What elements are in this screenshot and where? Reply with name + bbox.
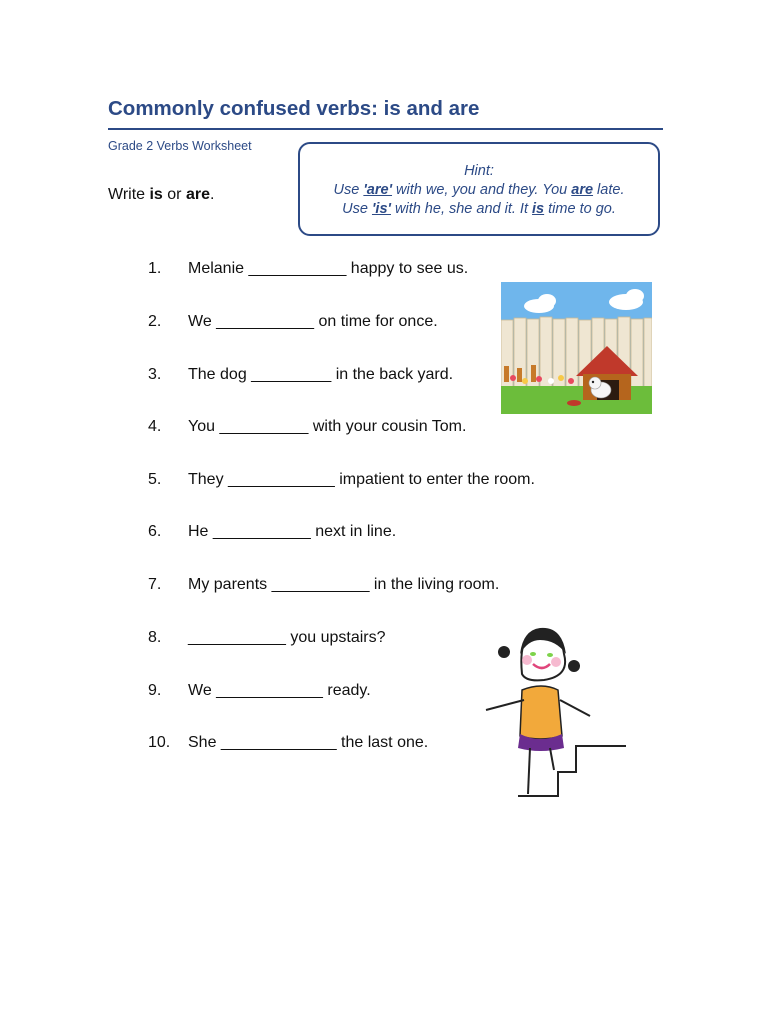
hint-heading: Hint: — [464, 163, 494, 179]
question-number: 2. — [148, 313, 162, 330]
instructions-is: is — [149, 186, 163, 203]
question-item — [148, 260, 468, 278]
hint-text: time to go. — [544, 201, 616, 217]
hint-text: with he, she and it. It — [390, 201, 533, 217]
question-item — [148, 576, 499, 594]
question-number: 8. — [148, 629, 162, 646]
question-number: 1. — [148, 260, 162, 277]
backyard-dog-illustration — [501, 282, 652, 414]
question-text: My parents ___________ in the living room. — [188, 576, 500, 593]
question-text: He ___________ next in line. — [188, 523, 397, 540]
hint-line-is — [300, 200, 658, 219]
instructions-text: or — [162, 186, 186, 203]
worksheet-subtitle: Grade 2 Verbs Worksheet — [108, 139, 252, 153]
question-number: 6. — [148, 523, 162, 540]
question-number: 5. — [148, 471, 162, 488]
question-item — [148, 471, 535, 489]
question-item — [148, 682, 371, 700]
question-text: ___________ you upstairs? — [188, 629, 386, 646]
question-text: You __________ with your cousin Tom. — [188, 418, 467, 435]
hint-example-is: is — [532, 201, 545, 217]
hint-text: with we, you and they. You — [392, 182, 572, 198]
question-text: We ____________ ready. — [188, 682, 371, 699]
question-item — [148, 734, 428, 752]
girl-on-stairs-illustration — [478, 624, 628, 800]
hint-example-are: are — [571, 182, 594, 198]
instructions-are: are — [185, 186, 210, 203]
question-item — [148, 523, 396, 541]
instructions — [108, 186, 214, 204]
hint-text: Use — [342, 201, 372, 217]
question-text: The dog _________ in the back yard. — [188, 366, 454, 383]
question-number: 7. — [148, 576, 162, 593]
question-item — [148, 418, 466, 436]
instructions-text: . — [209, 186, 215, 203]
question-number: 4. — [148, 418, 162, 435]
hint-line-are — [300, 181, 658, 200]
title-divider — [108, 128, 663, 130]
question-item — [148, 366, 453, 384]
question-number: 3. — [148, 366, 162, 383]
worksheet-title: Commonly confused verbs: is and are — [108, 97, 480, 120]
question-number: 9. — [148, 682, 162, 699]
hint-keyword-is: 'is' — [371, 201, 391, 217]
question-text: Melanie ___________ happy to see us. — [188, 260, 469, 277]
hint-box — [298, 142, 660, 236]
question-text: We ___________ on time for once. — [188, 313, 438, 330]
question-text: She _____________ the last one. — [188, 734, 429, 751]
question-text: They ____________ impatient to enter the room. — [188, 471, 535, 488]
question-number: 10. — [148, 734, 171, 751]
question-item — [148, 629, 386, 647]
hint-text: late. — [593, 182, 625, 198]
question-item — [148, 313, 438, 331]
hint-text: Use — [333, 182, 364, 198]
instructions-text: Write — [108, 186, 150, 203]
hint-keyword-are: 'are' — [363, 182, 393, 198]
